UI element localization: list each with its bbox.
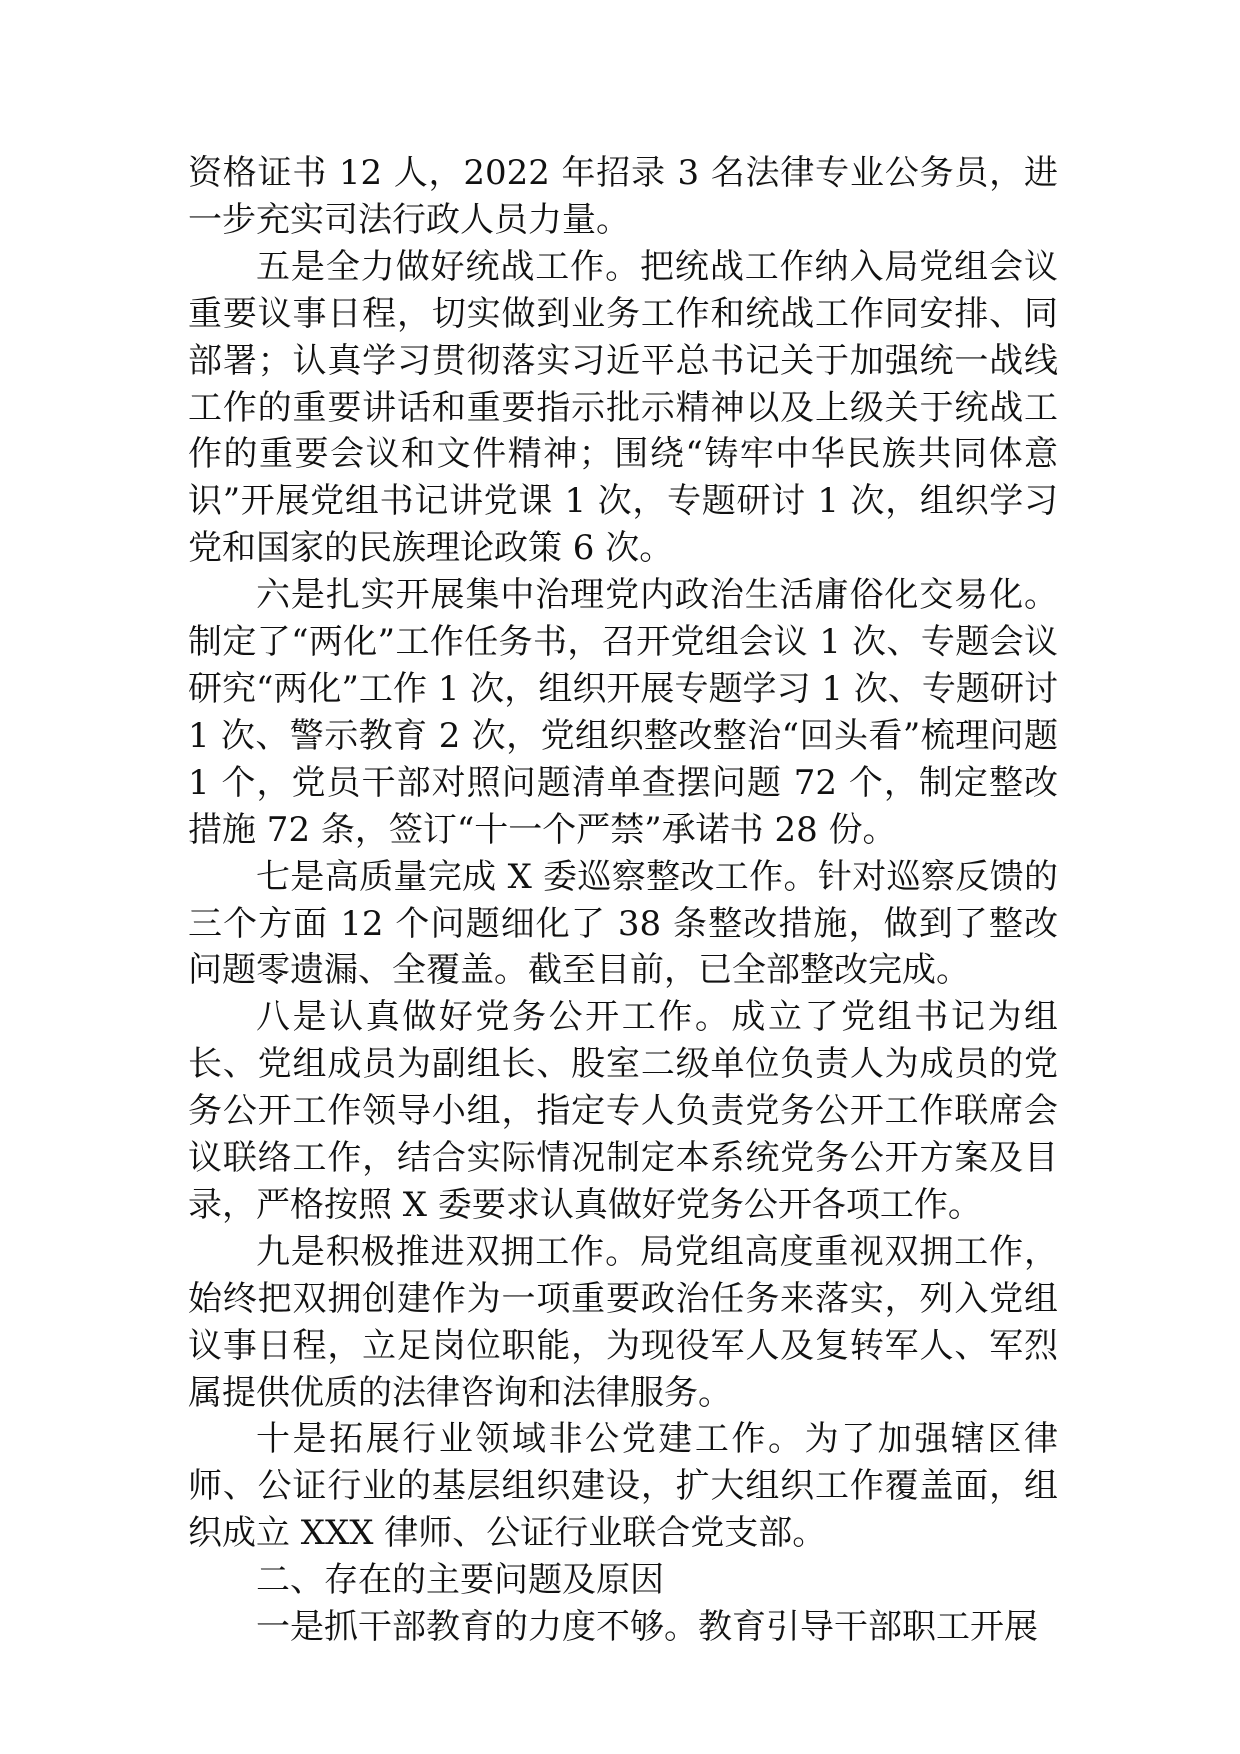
document-body [188, 150, 1058, 1651]
section-heading: 二、存在的主要问题及原因 [256, 1560, 664, 1601]
paragraph-8: 一是抓干部教育的力度不够。教育引导干部职工开展 [256, 1607, 1038, 1648]
paragraph-3: 六是扎实开展集中治理党内政治生活庸俗化交易化。制定了“两化”工作任务书，召开党组会议 1 次、专题会议研究“两化”工作 1 次，组织开展专题学习 1 次、专题研讨 1 次、警示教育 2 次，党组织整改整治“回头看”梳理问题 1 个，党员干部对照问题清单查摆问题 72 个，制定整改措施 72 条，签订“十一个严禁”承诺书 28 份。 [188, 575, 1058, 850]
paragraph-1: 资格证书 12 人，2022 年招录 3 名法律专业公务员，进一步充实司法行政人员力量。 [188, 153, 1058, 240]
paragraph-2: 五是全力做好统战工作。把统战工作纳入局党组会议重要议事日程，切实做到业务工作和统战工作同安排、同部署；认真学习贯彻落实习近平总书记关于加强统一战线工作的重要讲话和重要指示批示精神以及上级关于统战工作的重要会议和文件精神；围绕“铸牢中华民族共同体意识”开展党组书记讲党课 1 次，专题研讨 1 次，组织学习党和国家的民族理论政策 6 次。 [188, 246, 1058, 569]
paragraph-5: 八是认真做好党务公开工作。成立了党组书记为组长、党组成员为副组长、股室二级单位负责人为成员的党务公开工作领导小组，指定专人负责党务公开工作联席会议联络工作，结合实际情况制定本系统党务公开方案及目录，严格按照 X 委要求认真做好党务公开各项工作。 [188, 997, 1058, 1225]
paragraph-4: 七是高质量完成 X 委巡察整改工作。针对巡察反馈的三个方面 12 个问题细化了 38 条整改措施，做到了整改问题零遗漏、全覆盖。截至目前，已全部整改完成。 [188, 856, 1058, 991]
paragraph-6: 九是积极推进双拥工作。局党组高度重视双拥工作，始终把双拥创建作为一项重要政治任务来落实，列入党组议事日程，立足岗位职能，为现役军人及复转军人、军烈属提供优质的法律咨询和法律服务。 [188, 1231, 1058, 1413]
paragraph-7: 十是拓展行业领域非公党建工作。为了加强辖区律师、公证行业的基层组织建设，扩大组织工作覆盖面，组织成立 XXX 律师、公证行业联合党支部。 [188, 1419, 1058, 1554]
